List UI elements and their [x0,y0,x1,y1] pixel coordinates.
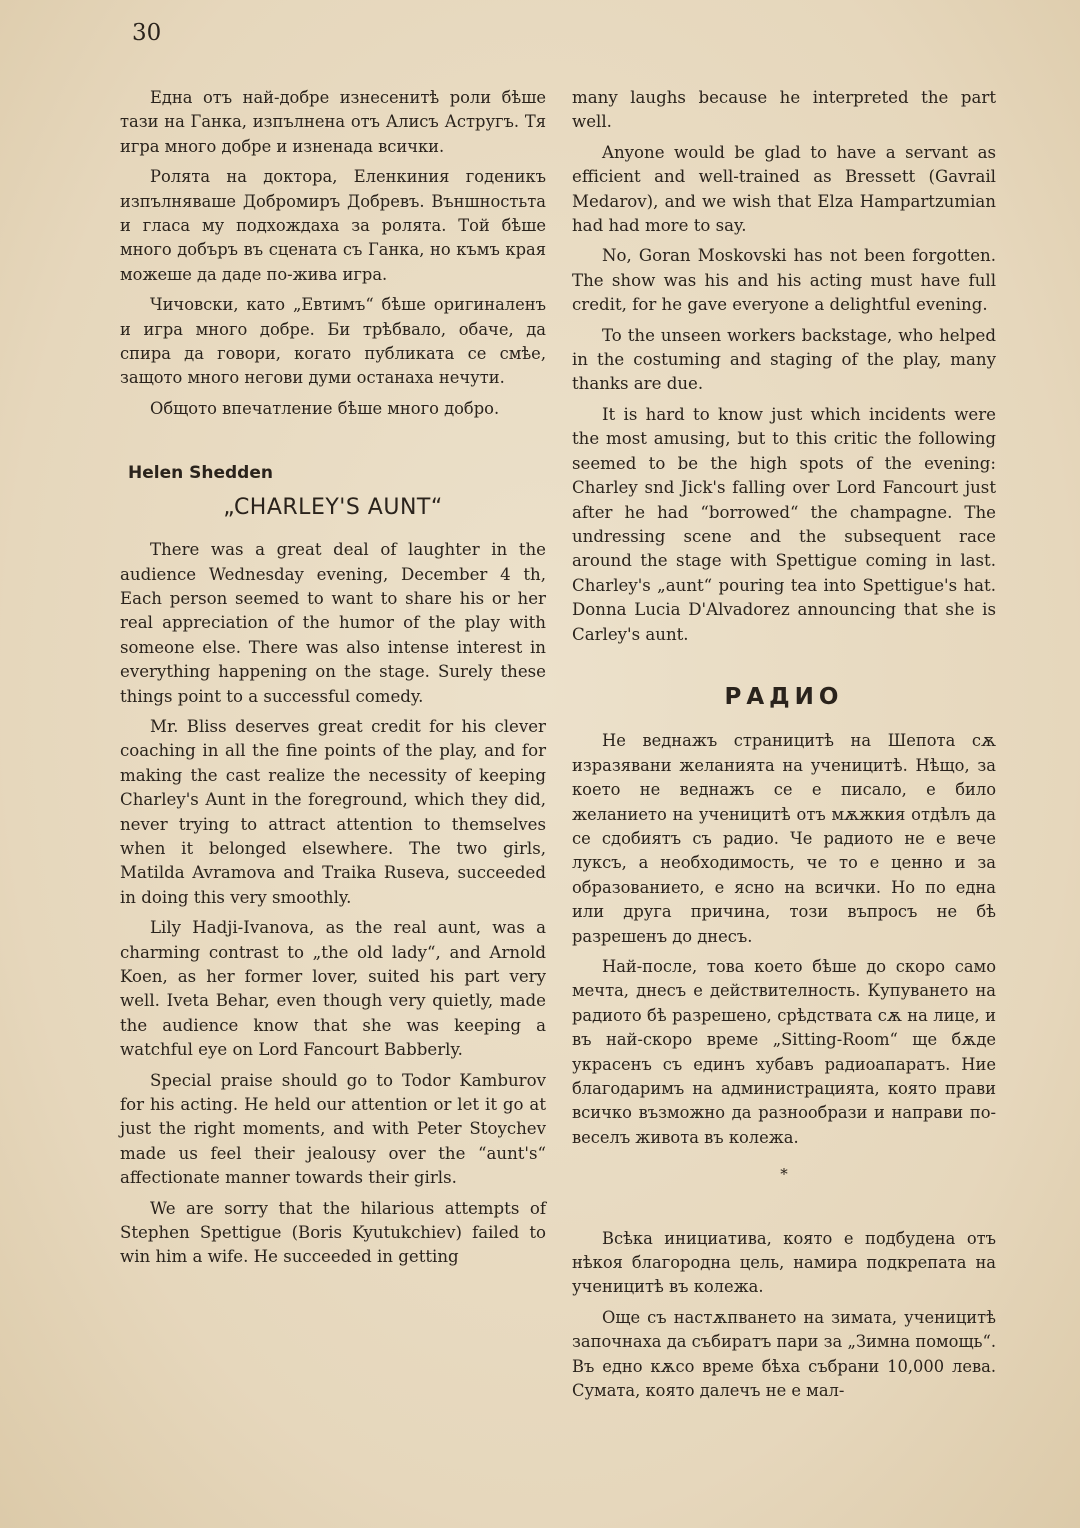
en-paragraph: Anyone would be glad to have a servant as efficient and well-trained as Bressett (Gavrail Medarov), and we wish that Elza Hampartzumian had had more to say. [572,142,996,236]
final-paragraph: Още съ настѫпването на зимата, ученицитѣ започнаха да събиратъ пари за „Зимна помощь“. Въ едно кѫсо време бѣха събрани 10,000 лева. Сумата, която далечъ не е мал- [572,1307,996,1401]
radio-section-title: РАДИО [724,683,844,710]
left-column [120,86,546,1276]
en-paragraph: Special praise should go to Todor Kamburov for his acting. He held our attention or let it go at just the right moments, and with Peter Stoychev made us feel their jealousy over the “aunt's“ affectionate manner towards their girls. [120,1070,546,1188]
article-title: „CHARLEY'S AUNT“ [223,494,443,520]
en-paragraph: Lily Hadji-Ivanova, as the real aunt, was a charming contrast to „the old lady“, and Arnold Koen, as her former lover, suited his part very well. Iveta Behar, even though very quietly, made the audience know that she was keeping a watchful eye on Lord Fancourt Babberly. [120,918,546,1060]
bg-paragraph: Ролята на доктора, Еленкиния годеникъ изпълняваше Добромиръ Добревъ. Външностьта и гласа му подхождаха за ролята. Той бѣше много добъръ въ сцената съ Ганка, но къмъ края можеше да даде по-жива игра. [120,167,546,284]
en-paragraph: There was a great deal of laughter in the audience Wednesday evening, December 4 th, Each person seemed to want to share his or her real appreciation of the humor of the play with someone else. There was also intense interest in everything happening on the stage. Surely these things point to a successful comedy. [120,540,546,706]
en-paragraph: Mr. Bliss deserves great credit for his clever coaching in all the fine points of the play, and for making the cast realize the necessity of keeping Charley's Aunt in the foreground, which they did, never trying to attract attention to themselves when it belonged elsewhere. The two girls, Matilda Avramova and Traika Ruseva, succeeded in doing this very smoothly. [120,716,546,907]
section-separator: * [780,1165,788,1184]
en-paragraph: It is hard to know just which incidents were the most amusing, but to this critic the following seemed to be the high spots of the evening: Charley snd Jick's falling over Lord Fancourt just after he had “borrowed“ the champagne. The undressing scene and the subsequent race around the stage with Spettigue coming in last. Charley's „aunt“ pouring tea into Spettigue's hat. Donna Lucia D'Alvadorez announcing that she is Carley's aunt. [572,404,996,644]
right-column [572,86,996,1410]
en-paragraph: To the unseen workers backstage, who helped in the costuming and staging of the play, many thanks are due. [572,325,996,394]
page-number: 30 [132,20,162,46]
en-paragraph: We are sorry that the hilarious attempts of Stephen Spettigue (Boris Kyutukchiev) failed to win him a wife. He succeeded in getting [120,1198,546,1267]
bg-paragraph: Общото впечатление бѣше много добро. [150,398,500,418]
radio-paragraph: Не веднажъ страницитѣ на Шепота сѫ изразявани желанията на ученицитѣ. Нѣщо, за което не веднажъ се е писало, е било желанието на ученицитѣ отъ мѫжкия отдѣлъ да се сдобиятъ съ радио. Че радиото не е вече луксъ, а необходимость, че то е ценно и за образованието, е ясно на всички. Но по една или друга причина, този въпросъ не бѣ разрешенъ до днесъ. [572,731,996,946]
article-byline: Helen Shedden [128,463,273,484]
en-paragraph: No, Goran Moskovski has not been forgotten. The show was his and his acting must have full credit, for he gave everyone a delightful evening. [572,246,996,315]
bg-paragraph: Една отъ най-добре изнесенитѣ роли бѣше тази на Ганка, изпълнена отъ Алисъ Астругъ. Тя игра много добре и изненада всички. [120,88,546,156]
bg-paragraph: Чичовски, като „Евтимъ“ бѣше оригиналенъ и игра много добре. Би трѣбвало, обаче, да спира да говори, когато публиката се смѣе, защото много негови думи останаха нечути. [120,295,546,388]
en-paragraph: many laughs because he interpreted the part well. [572,88,996,132]
radio-paragraph: Най-после, това което бѣше до скоро само мечта, днесъ е действителность. Купуването на радиото бѣ разрешено, срѣдствата сѫ на лице, и въ най-скоро време „Sitting-Room“ ще бѫде украсенъ съ единъ хубавъ радиоапаратъ. Ние благодаримъ на администрацията, която прави всичко възможно да разнообрази и направи по-веселъ живота въ колежа. [572,957,996,1147]
final-paragraph: Всѣка инициатива, която е подбудена отъ нѣкоя благородна цель, намира подкрепата на ученицитѣ въ колежа. [572,1228,996,1297]
